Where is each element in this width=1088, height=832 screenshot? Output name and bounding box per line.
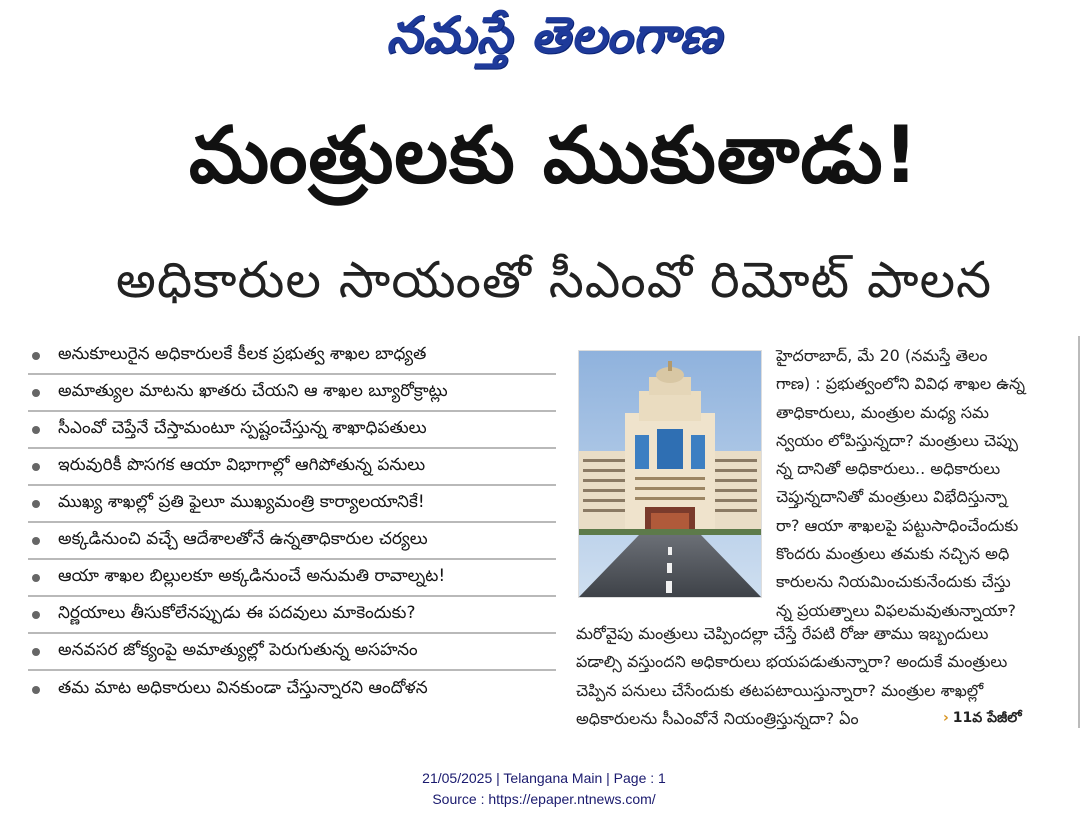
masthead-title: నమస్తే తెలంగాణ <box>386 5 722 64</box>
bullet-text: సీఎంవో చెప్తేనే చేస్తామంటూ స్పష్టంచేస్తున్న శాఖాధిపతులు <box>58 417 427 438</box>
story-line: హైదరాబాద్, మే 20 (నమస్తే తెలం <box>776 346 988 365</box>
bullet-text: ఆయా శాఖల బిల్లులకూ అక్కడినుంచే అనుమతి రావాల్నట! <box>58 565 446 586</box>
story-line: కొందరు మంత్రులు తమకు నచ్చిన అధి <box>776 544 1010 564</box>
story-line: తాధికారులు, మంత్రుల మధ్య సమ <box>776 402 989 422</box>
bullet-dot-icon <box>32 648 40 656</box>
bullet-text: అనవసర జోక్యంపై అమాత్యుల్లో పెరుగుతున్న అసహనం <box>58 639 418 660</box>
story-line: అధికారులను సీఎంవోనే నియంత్రిస్తున్నదా? ఏం <box>576 708 859 728</box>
newspaper-clipping <box>28 0 1080 752</box>
bullet-dot-icon <box>32 389 40 397</box>
bullet-item <box>28 449 556 486</box>
story-line: పడాల్సి వస్తుందని అధికారులు భయపడుతున్నారా? అందుకే మంత్రులు <box>576 652 1008 672</box>
chevron-right-icon: › <box>943 710 949 726</box>
bullet-list <box>28 338 556 708</box>
bullet-text: అమాత్యుల మాటను ఖాతరు చేయని ఆ శాఖల బ్యూరోక్రాట్లు <box>58 380 448 401</box>
bullet-item <box>28 560 556 597</box>
continued-page-label: 11వ పేజీలో <box>952 710 1022 726</box>
main-headline: మంత్రులకు ముకుతాడు! <box>188 110 920 201</box>
sub-headline: అధికారుల సాయంతో సీఎంవో రిమోట్ పాలన <box>115 250 993 309</box>
bullet-text: తమ మాట అధికారులు వినకుండా చేస్తున్నారని ఆందోళన <box>58 677 428 698</box>
story-line: న్వయం లోపిస్తున్నదా? మంత్రులు చెప్పు <box>776 430 1019 450</box>
column-divider <box>1078 336 1080 728</box>
bullet-dot-icon <box>32 574 40 582</box>
bullet-text: ముఖ్య శాఖల్లో ప్రతి ఫైలూ ముఖ్యమంత్రి కార్యాలయానికే! <box>58 491 425 512</box>
bullet-dot-icon <box>32 463 40 471</box>
bullet-dot-icon <box>32 500 40 508</box>
bullet-item <box>28 523 556 560</box>
footer-source-link[interactable]: Source : https://epaper.ntnews.com/ <box>432 791 656 807</box>
bullet-item <box>28 412 556 449</box>
story-line: న్న ప్రయత్నాలు విఫలమవుతున్నాయా? <box>776 600 1016 620</box>
story-line: చెప్పిన పనులు చేసేందుకు తటపటాయిస్తున్నారా? మంత్రుల శాఖల్లో <box>576 680 984 700</box>
bullet-text: నిర్ణయాలు తీసుకోలేనప్పుడు ఈ పదవులు మాకెందుకు? <box>58 602 416 623</box>
government-building-photo <box>578 350 762 598</box>
bullet-item <box>28 375 556 412</box>
bullet-dot-icon <box>32 686 40 694</box>
epaper-footer <box>0 768 1088 810</box>
footer-edition-info: 21/05/2025 | Telangana Main | Page : 1 <box>422 770 666 786</box>
masthead <box>28 6 1080 76</box>
bullet-item <box>28 597 556 634</box>
story-line: చెప్తున్నదానితో మంత్రులు విభేదిస్తున్నా <box>776 487 1008 507</box>
bullet-item <box>28 486 556 523</box>
bullet-dot-icon <box>32 537 40 545</box>
story-line: న్న దానితో అధికారులు.. అధికారులు <box>776 459 1001 479</box>
bullet-dot-icon <box>32 611 40 619</box>
continued-on-page[interactable] <box>943 710 1022 729</box>
bullet-item <box>28 338 556 375</box>
story-line: కారులను నియమించుకునేందుకు చేస్తు <box>776 572 1011 592</box>
bullet-item <box>28 634 556 671</box>
story-column-narrow <box>776 342 1054 625</box>
story-line: గాణ) : ప్రభుత్వంలోని వివిధ శాఖల ఉన్న <box>776 374 1026 394</box>
bullet-dot-icon <box>32 352 40 360</box>
bullet-text: అక్కడినుంచి వచ్చే ఆదేశాలతోనే ఉన్నతాధికారుల చర్యలు <box>58 528 428 549</box>
story-line: మరోవైపు మంత్రులు చెప్పిందల్లా చేస్తే రేపటి రోజు తాము ఇబ్బందులు <box>576 624 989 643</box>
bullet-text: అనుకూలురైన అధికారులకే కీలక ప్రభుత్వ శాఖల బాధ్యత <box>58 343 427 364</box>
bullet-text: ఇరువురికీ పొసగక ఆయా విభాగాల్లో ఆగిపోతున్న పనులు <box>58 454 426 475</box>
bullet-item <box>28 671 556 708</box>
bullet-dot-icon <box>32 426 40 434</box>
story-line: రా? ఆయా శాఖలపై పట్టుసాధించేందుకు <box>776 515 1019 535</box>
